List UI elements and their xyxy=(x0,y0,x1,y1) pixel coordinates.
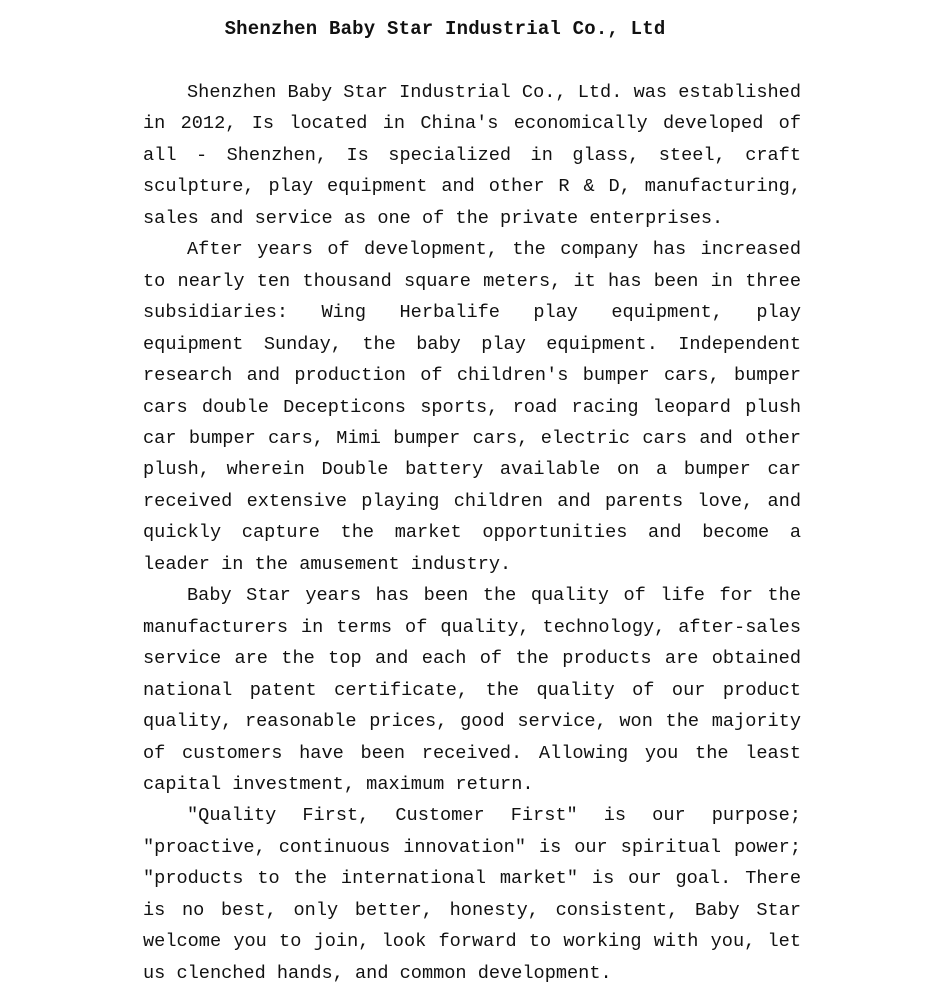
paragraph-3: Baby Star years has been the quality of life for the manufacturers in terms of quality, technology, after-sales service are the top and each of the products are obtained national patent certificate, the quality of our product quality, reasonable prices, good service, won the majority of customers have been received. Allowing you the least capital investment, maximum return. xyxy=(143,585,801,795)
paragraph-2: After years of development, the company has increased to nearly ten thousand square meters, it has been in three subsidiaries: Wing Herbalife play equipment, play equipment Sunday, the baby play equipment. Independent research and production of children's bumper cars, bumper cars double Decepticons sports, road racing leopard plush car bumper cars, Mimi bumper cars, electric cars and other plush, wherein Double battery available on a bumper car received extensive playing children and parents love, and quickly capture the market opportunities and become a leader in the amusement industry. xyxy=(143,239,801,575)
paragraph-4: "Quality First, Customer First" is our purpose; "proactive, continuous innovation" is our spiritual power; "products to the international market" is our goal. There is no best, only better, honesty, consistent, Baby Star welcome you to join, look forward to working with you, let us clenched hands, and common development. xyxy=(143,805,801,984)
document-title: Shenzhen Baby Star Industrial Co., Ltd xyxy=(224,18,666,40)
paragraph-1: Shenzhen Baby Star Industrial Co., Ltd. was established in 2012, Is located in China's economically developed of all - Shenzhen, Is specialized in glass, steel, craft sculpture, play equipment and other R & D, manufacturing, sales and service as one of the private enterprises. xyxy=(143,82,801,229)
document-body xyxy=(143,77,801,989)
